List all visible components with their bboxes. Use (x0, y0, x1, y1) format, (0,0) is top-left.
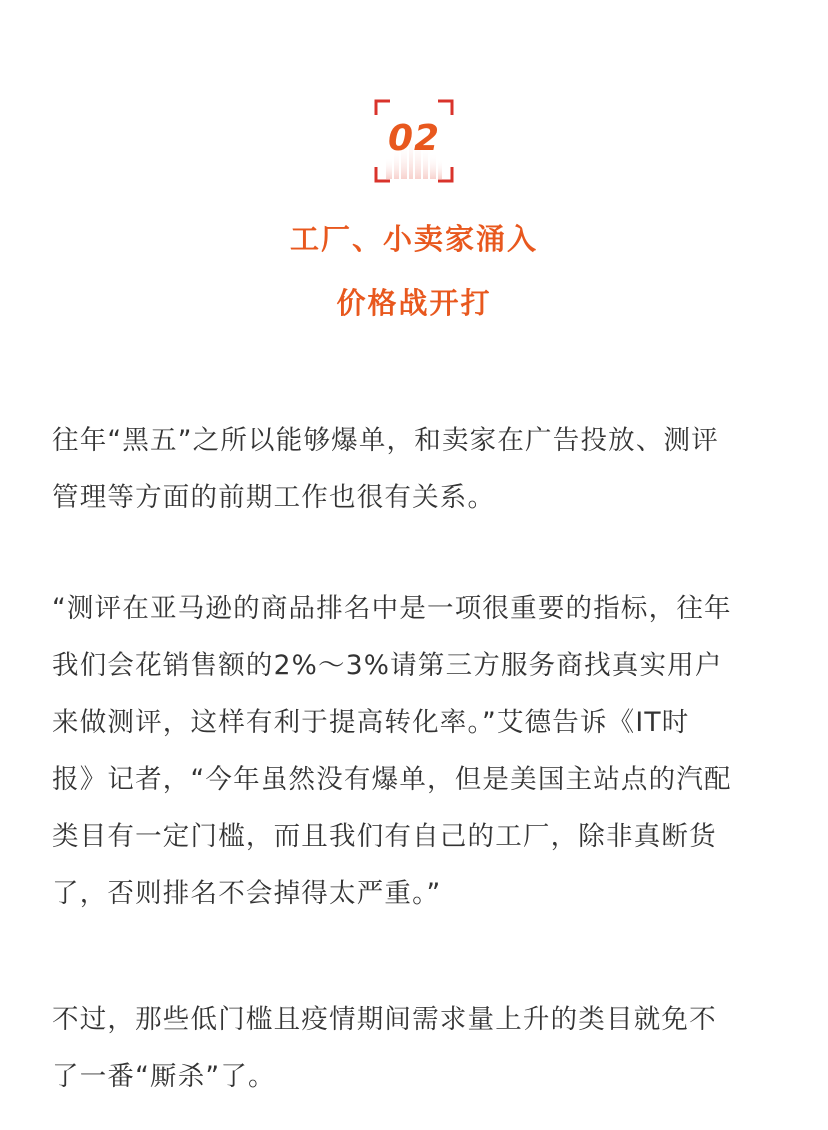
paragraph-line: 管理等方面的前期工作也很有关系。 (52, 482, 496, 513)
section-number: 02 (387, 118, 441, 159)
paragraph-line: 了一番“厮杀”了。 (52, 1061, 276, 1092)
paragraph-line: 不过，那些低门槛且疫情期间需求量上升的类目就免不 (52, 1004, 717, 1035)
paragraph-line: 来做测评，这样有利于提高转化率。”艾德告诉《IT时 (52, 707, 690, 738)
paragraph-line: “测评在亚马逊的商品排名中是一项很重要的指标，往年 (52, 593, 732, 624)
paragraph-line: 往年“黑五”之所以能够爆单，和卖家在广告投放、测评 (52, 425, 719, 456)
section-title-line-2: 价格战开打 (336, 286, 492, 320)
section-title-line-1: 工厂、小卖家涌入 (289, 222, 538, 256)
paragraph-1 (52, 412, 776, 526)
paragraph-line: 类目有一定门槛，而且我们有自己的工厂，除非真断货 (52, 821, 717, 852)
section-number-badge (374, 99, 454, 183)
paragraph-line: 了，否则排名不会掉得太严重。” (52, 878, 442, 909)
paragraph-line: 报》记者，“今年虽然没有爆单，但是美国主站点的汽配 (52, 764, 732, 795)
paragraph-line: 我们会花销售额的2%～3%请第三方服务商找真实用户 (52, 650, 723, 681)
paragraph-2 (52, 580, 776, 922)
paragraph-3 (52, 991, 776, 1105)
